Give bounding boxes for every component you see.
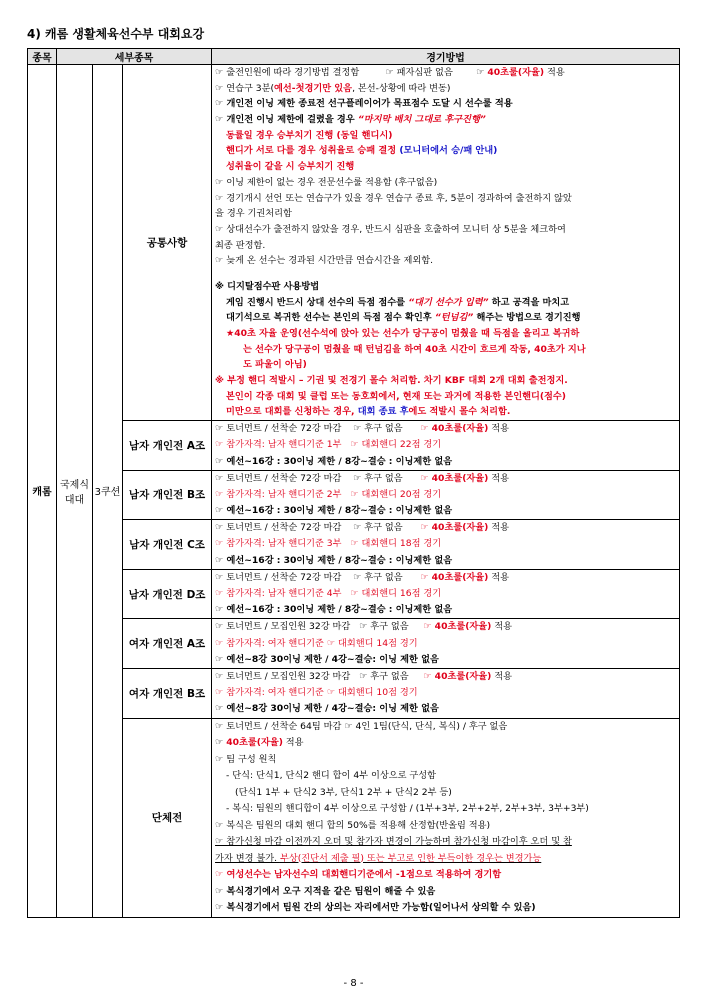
common-line-6: 성취율이 같을 시 승부치기 진행 bbox=[226, 161, 355, 173]
event-line-2: ☞ 참가자격: 남자 핸디기준 1부 ☞ 대회핸디 22점 경기 bbox=[215, 439, 442, 451]
team-label: 단체전 bbox=[123, 718, 212, 917]
team-line-10: ☞ 복식경기에서 오구 지적을 같은 팀원이 해줄 수 있음 bbox=[215, 885, 436, 897]
common-line-12: ☞ 늦게 온 선수는 경과된 시간만큼 연습시간을 제외함. bbox=[215, 255, 434, 267]
team-line-2: ☞ 팀 구성 원칙 bbox=[215, 753, 277, 765]
common-line-13: ※ 디지탈점수판 사용방법 bbox=[215, 280, 320, 292]
event-line-3: ☞ 예선~16강 : 30이닝 제한 / 8강~결승 : 이닝제한 없음 bbox=[215, 604, 453, 616]
common-line-7: ☞ 이닝 제한이 없는 경우 전문선수룰 적용함 (후구없음) bbox=[215, 176, 438, 188]
common-line-4: 동률일 경우 승부치기 진행 (동일 핸디시) bbox=[226, 129, 393, 141]
common-line-20: 본인이 각종 대회 및 클럽 또는 동호회에서, 현재 또는 과거에 적용한 본인핸디(점수) bbox=[226, 390, 566, 402]
event-line-1: ☞ 토너먼트 / 선착순 72강 마감 ☞ 후구 없음 ☞ 40초룰(자율) 적용 bbox=[215, 571, 510, 583]
common-line-21: 미만으로 대회를 신청하는 경우, 대회 종료 후에도 적발시 몰수 처리함. bbox=[226, 406, 511, 418]
team-row bbox=[28, 718, 680, 917]
team-line-6: ☞ 복식은 팀원의 대회 핸디 합의 50%를 적용해 산정함(반올림 적용) bbox=[215, 819, 491, 831]
event-line-3: ☞ 예선~16강 : 30이닝 제한 / 8강~결승 : 이닝제한 없음 bbox=[215, 554, 453, 566]
common-line-18: 도 파울이 아님) bbox=[243, 359, 307, 371]
common-line-8: ☞ 경기개시 선언 또는 연습구가 있을 경우 연습구 종료 후, 5분이 경과하여 출전하지 않았 bbox=[215, 192, 572, 204]
common-line-3: ☞ 개인전 이닝 제한에 걸렸을 경우 “마지막 배치 그대로 후구진행” bbox=[215, 114, 486, 126]
event-content bbox=[212, 668, 680, 718]
team-line-3: - 단식: 단식1, 단식2 핸디 합이 4부 이상으로 구성함 bbox=[226, 770, 437, 781]
header-detail: 세부종목 bbox=[57, 49, 212, 65]
common-line-10: ☞ 상대선수가 출전하지 않았을 경우, 반드시 심판을 호출하여 모니터 상 5분을 체크하여 bbox=[215, 223, 566, 235]
event-line-1: ☞ 토너먼트 / 모집인원 32강 마감 ☞ 후구 없음 ☞ 40초룰(자율) 적용 bbox=[215, 670, 513, 682]
page-title: 4) 캐롬 생활체육선수부 대회요강 bbox=[27, 27, 205, 41]
event-label: 남자 개인전 A조 bbox=[123, 421, 212, 471]
common-content bbox=[212, 65, 680, 421]
event-label: 여자 개인전 A조 bbox=[123, 619, 212, 669]
spacer bbox=[215, 269, 676, 279]
common-line-0: ☞ 출전인원에 따라 경기방법 결정함 ☞ 패자심판 없음 ☞ 40초룰(자율) 적용 bbox=[215, 67, 565, 78]
team-line-0: ☞ 토너먼트 / 선착순 64팀 마감 ☞ 4인 1팀(단식, 단식, 복식) / 후구 없음 bbox=[215, 720, 508, 732]
page-number: - 8 - bbox=[343, 978, 364, 989]
event-line-2: ☞ 참가자격: 여자 핸디기준 ☞ 대회핸디 10점 경기 bbox=[215, 687, 418, 699]
subcategory-cell: 국제식 대대 bbox=[57, 65, 93, 918]
event-row bbox=[28, 569, 680, 619]
rules-table bbox=[27, 48, 680, 918]
common-line-15: 대기석으로 복귀한 선수는 본인의 득점 점수 확인후 “턴넘김” 해주는 방법으로 경기진행 bbox=[226, 312, 581, 324]
team-line-7: ☞ 참가신청 마감 이전까지 오더 및 참가자 변경이 가능하며 참가신청 마감이후 오더 및 참 bbox=[215, 836, 572, 847]
event-label: 남자 개인전 D조 bbox=[123, 569, 212, 619]
event-line-2: ☞ 참가자격: 남자 핸디기준 2부 ☞ 대회핸디 20점 경기 bbox=[215, 488, 442, 500]
common-line-9: 을 경우 기권처리함 bbox=[215, 208, 292, 220]
header-row bbox=[28, 49, 680, 65]
team-line-8: 가자 변경 불가. 부상(진단서 제출 필) 또는 부고로 인한 부득이한 경우는 변경가능 bbox=[215, 852, 542, 864]
header-method: 경기방법 bbox=[212, 49, 680, 65]
event-line-1: ☞ 토너먼트 / 선착순 72강 마감 ☞ 후구 없음 ☞ 40초룰(자율) 적용 bbox=[215, 522, 510, 534]
common-line-17: 는 선수가 당구공이 멈췄을 때 턴넘김을 하여 40초 시간이 흐르게 작동, 40초가 지나 bbox=[243, 343, 586, 355]
event-line-1: ☞ 토너먼트 / 선착순 72강 마감 ☞ 후구 없음 ☞ 40초룰(자율) 적용 bbox=[215, 472, 510, 484]
common-line-16: ★40초 자율 운영(선수석에 앉아 있는 선수가 당구공이 멈췄을 때 득점을 올리고 복귀하 bbox=[226, 328, 580, 339]
event-row bbox=[28, 619, 680, 669]
common-row bbox=[28, 65, 680, 421]
cushion-cell: 3쿠션 bbox=[93, 65, 123, 918]
event-line-1: ☞ 토너먼트 / 선착순 72강 마감 ☞ 후구 없음 ☞ 40초룰(자율) 적용 bbox=[215, 423, 510, 435]
common-line-11: 최종 판정함. bbox=[215, 239, 266, 251]
common-line-19: ※ 부정 핸디 적발시 – 기권 및 전경기 몰수 처리함. 차기 KBF 대회 2개 대회 출전정지. bbox=[215, 375, 568, 387]
common-line-5: 핸디가 서로 다를 경우 성취율로 승패 결정 (모니터에서 승/패 안내) bbox=[226, 145, 498, 157]
event-label: 여자 개인전 B조 bbox=[123, 668, 212, 718]
event-content bbox=[212, 569, 680, 619]
common-line-2: ☞ 개인전 이닝 제한 종료전 선구플레이어가 목표점수 도달 시 선수룰 적용 bbox=[215, 98, 513, 110]
event-content bbox=[212, 470, 680, 520]
event-line-1: ☞ 토너먼트 / 모집인원 32강 마감 ☞ 후구 없음 ☞ 40초룰(자율) 적용 bbox=[215, 621, 513, 633]
event-line-2: ☞ 참가자격: 남자 핸디기준 4부 ☞ 대회핸디 16점 경기 bbox=[215, 588, 442, 599]
event-line-3: ☞ 예선~16강 : 30이닝 제한 / 8강~결승 : 이닝제한 없음 bbox=[215, 505, 453, 517]
event-row bbox=[28, 520, 680, 570]
team-line-4: (단식1 1부 + 단식2 3부, 단식1 2부 + 단식2 2부 등) bbox=[235, 786, 452, 798]
event-content bbox=[212, 520, 680, 570]
header-category: 종목 bbox=[28, 49, 57, 65]
event-row bbox=[28, 421, 680, 471]
event-row bbox=[28, 470, 680, 520]
category-cell: 캐롬 bbox=[28, 65, 57, 918]
event-label: 남자 개인전 C조 bbox=[123, 520, 212, 570]
team-line-1: ☞ 40초룰(자율) 적용 bbox=[215, 737, 304, 748]
event-label: 남자 개인전 B조 bbox=[123, 470, 212, 520]
event-line-2: ☞ 참가자격: 여자 핸디기준 ☞ 대회핸디 14점 경기 bbox=[215, 637, 418, 649]
event-line-3: ☞ 예선~8강 30이닝 제한 / 4강~결승: 이닝 제한 없음 bbox=[215, 703, 439, 715]
event-line-2: ☞ 참가자격: 남자 핸디기준 3부 ☞ 대회핸디 18점 경기 bbox=[215, 538, 442, 550]
common-label: 공통사항 bbox=[123, 65, 212, 421]
team-line-9: ☞ 여성선수는 남자선수의 대회핸디기준에서 -1점으로 적용하여 경기함 bbox=[215, 869, 502, 880]
team-line-11: ☞ 복식경기에서 팀원 간의 상의는 자리에서만 가능함(일어나서 상의할 수 있음) bbox=[215, 902, 536, 913]
event-line-3: ☞ 예선~8강 30이닝 제한 / 4강~결승: 이닝 제한 없음 bbox=[215, 653, 439, 665]
event-row bbox=[28, 668, 680, 718]
team-line-5: - 복식: 팀원의 핸디합이 4부 이상으로 구성함 / (1부+3부, 2부+2부, 2부+3부, 3부+3부) bbox=[226, 803, 589, 814]
common-line-14: 게임 진행시 반드시 상대 선수의 득점 점수를 “대기 선수가 입력” 하고 공격을 마치고 bbox=[226, 296, 570, 308]
event-content bbox=[212, 619, 680, 669]
team-content bbox=[212, 718, 680, 917]
common-line-1: ☞ 연습구 3분(예선-첫경기만 있음, 본선-상황에 따라 변동) bbox=[215, 82, 451, 94]
event-line-3: ☞ 예선~16강 : 30이닝 제한 / 8강~결승 : 이닝제한 없음 bbox=[215, 455, 453, 467]
event-content bbox=[212, 421, 680, 471]
